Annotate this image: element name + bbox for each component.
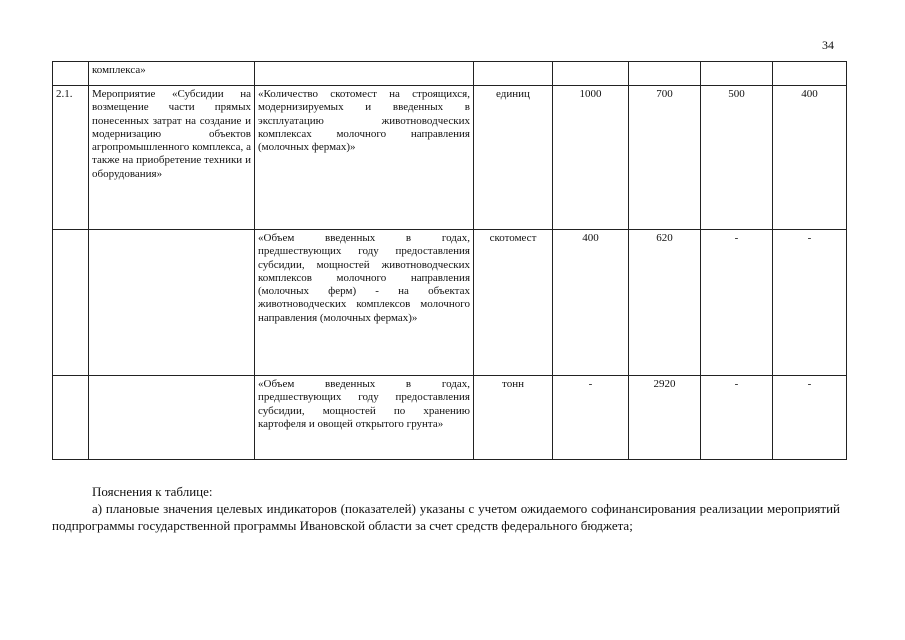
table-row — [53, 86, 847, 230]
cell-name: Мероприятие «Субсидии на возмещение части прямых понесенных затрат на создание и модернизацию объектов агропромышленного комплекса, а также на приобретение техники и оборудования» — [89, 86, 255, 230]
cell-value: - — [701, 376, 773, 460]
cell-indicator: «Объем введенных в годах, предшествующих году предоставления субсидии, мощностей животноводческих комплексов молочного направления (молочных ферм) - на объектах животноводческих комплексов молочного направления (молочных фермах)» — [255, 230, 474, 376]
cell-value: - — [553, 376, 629, 460]
cell-value: 2920 — [629, 376, 701, 460]
cell-indicator: «Количество скотомест на строящихся, модернизируемых и введенных в эксплуатацию животноводческих комплексах молочного направления (молочных фермах)» — [255, 86, 474, 230]
cell-value: - — [773, 376, 847, 460]
cell-value — [629, 62, 701, 86]
cell-value: 620 — [629, 230, 701, 376]
cell-value: 400 — [773, 86, 847, 230]
note-item-a: а) плановые значения целевых индикаторов (показателей) указаны с учетом ожидаемого софинансирования реализации мероприятий подпрограммы государственной программы Ивановской области за счет средств федерального бюджета; — [52, 501, 840, 533]
cell-unit — [474, 62, 553, 86]
cell-value — [701, 62, 773, 86]
indicators-table — [52, 61, 847, 460]
cell-value: 1000 — [553, 86, 629, 230]
cell-value — [773, 62, 847, 86]
table-row — [53, 62, 847, 86]
notes-heading: Пояснения к таблице: — [92, 484, 213, 499]
table-row — [53, 376, 847, 460]
table-notes — [52, 483, 840, 534]
page-number: 34 — [822, 38, 834, 52]
cell-name: комплекса» — [89, 62, 255, 86]
cell-name — [89, 376, 255, 460]
cell-num: 2.1. — [53, 86, 89, 230]
cell-value: - — [773, 230, 847, 376]
cell-name — [89, 230, 255, 376]
cell-unit: скотомест — [474, 230, 553, 376]
cell-value: 500 — [701, 86, 773, 230]
cell-value: 700 — [629, 86, 701, 230]
cell-value: - — [701, 230, 773, 376]
cell-indicator: «Объем введенных в годах, предшествующих году предоставления субсидии, мощностей по хранению картофеля и овощей открытого грунта» — [255, 376, 474, 460]
cell-unit: тонн — [474, 376, 553, 460]
cell-indicator — [255, 62, 474, 86]
cell-value: 400 — [553, 230, 629, 376]
cell-num — [53, 376, 89, 460]
cell-value — [553, 62, 629, 86]
cell-num — [53, 62, 89, 86]
table-row — [53, 230, 847, 376]
cell-unit: единиц — [474, 86, 553, 230]
cell-num — [53, 230, 89, 376]
